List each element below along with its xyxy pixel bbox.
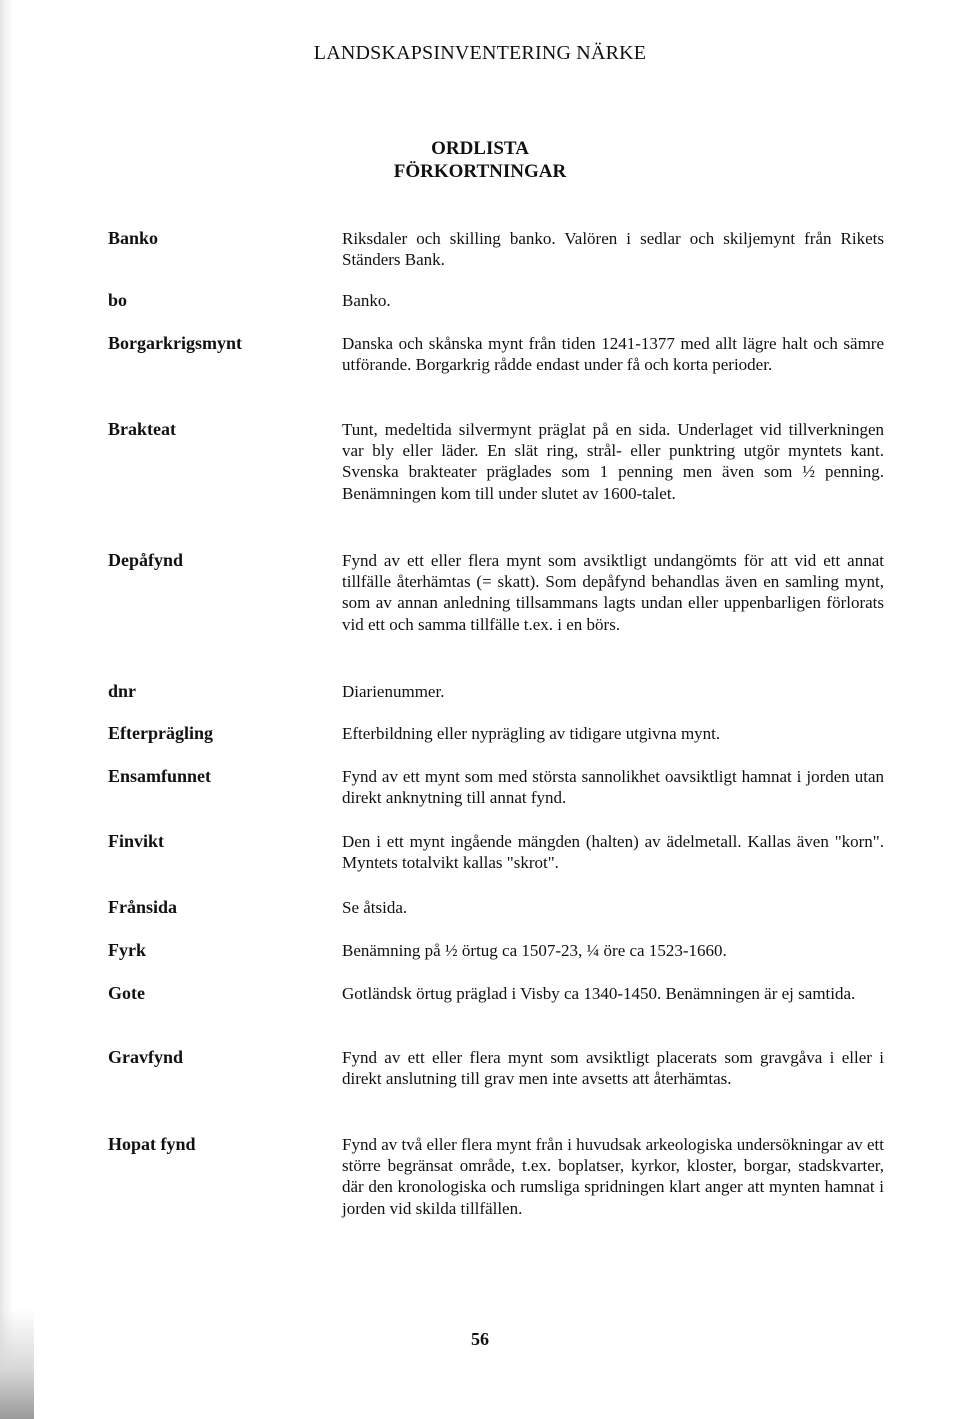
glossary-term: Hopat fynd — [108, 1134, 196, 1154]
glossary-definition: Tunt, medeltida silvermynt präglat på en sida. Underlaget vid tillverkningen var bly eller läder. En slät ring, strål- eller punktring utgör myntets kant. Svenska brakteater präglades som 1 penning men även som ½ penning. Benämningen kom till under slutet av 1600-talet. — [342, 420, 884, 503]
glossary-term: Finvikt — [108, 831, 165, 851]
running-header: LANDSKAPSINVENTERING NÄRKE — [313, 42, 647, 64]
glossary-term: Banko — [108, 228, 159, 248]
scan-edge — [0, 0, 14, 1419]
glossary-term: Depåfynd — [108, 550, 184, 570]
glossary-term: bo — [108, 290, 128, 310]
glossary-definition: Efterbildning eller nyprägling av tidigare utgivna mynt. — [342, 724, 721, 743]
glossary-term: Efterprägling — [108, 723, 213, 743]
page-title — [0, 137, 960, 183]
title-line-forkortningar: FÖRKORTNINGAR — [393, 161, 567, 182]
glossary-term: Gravfynd — [108, 1047, 184, 1067]
glossary-definition: Se åtsida. — [342, 898, 408, 917]
glossary-definition: Riksdaler och skilling banko. Valören i sedlar och skiljemynt från Rikets Ständers Bank. — [342, 229, 884, 270]
glossary-definition: Fynd av ett eller flera mynt som avsiktligt placerats som gravgåva i eller i direkt anslutning till grav men inte avsetts att återhämtas. — [342, 1048, 884, 1089]
glossary-definition: Fynd av två eller flera mynt från i huvudsak arkeologiska undersökningar av ett större begränsat område, t.ex. boplatser, kyrkor, kloster, borgar, stadskvarter, där den kronologiska och rumsliga spridningen klart anger att mynten hamnat i jorden vid skilda tillfällen. — [342, 1135, 884, 1218]
glossary-definition: Danska och skånska mynt från tiden 1241-1377 med allt lägre halt och sämre utförande. Borgarkrig rådde endast under få och korta perioder. — [342, 334, 884, 375]
glossary-term: Frånsida — [108, 897, 178, 917]
glossary-definition: Benämning på ½ örtug ca 1507-23, ¼ öre ca 1523-1660. — [342, 941, 727, 960]
glossary-definition: Gotländsk örtug präglad i Visby ca 1340-1450. Benämningen är ej samtida. — [342, 984, 856, 1003]
glossary-term: dnr — [108, 681, 137, 701]
glossary-definition: Den i ett mynt ingående mängden (halten) av ädelmetall. Kallas även "korn". Myntets totalvikt kallas "skrot". — [342, 832, 884, 873]
glossary-definition: Diarienummer. — [342, 682, 445, 701]
glossary-term: Fyrk — [108, 940, 146, 960]
page-number: 56 — [471, 1329, 489, 1349]
glossary-term: Gote — [108, 983, 145, 1003]
scan-shadow — [0, 1309, 34, 1419]
glossary-definition: Fynd av ett eller flera mynt som avsiktligt undangömts för att vid ett annat tillfälle återhämtas (= skatt). Som depåfynd behandlas även en samling mynt, som av annan anledning tillsammans lagts undan eller uppenbarligen förlorats vid ett och samma tillfälle t.ex. i en börs. — [342, 551, 884, 634]
glossary-term: Ensamfunnet — [108, 766, 212, 786]
glossary-definition: Fynd av ett mynt som med största sannolikhet oavsiktligt hamnat i jorden utan direkt anknytning till annat fynd. — [342, 767, 884, 808]
glossary-definition: Banko. — [342, 291, 391, 310]
title-line-ordlista: ORDLISTA — [431, 138, 529, 159]
glossary-term: Borgarkrigsmynt — [108, 333, 242, 353]
glossary-term: Brakteat — [108, 419, 176, 439]
